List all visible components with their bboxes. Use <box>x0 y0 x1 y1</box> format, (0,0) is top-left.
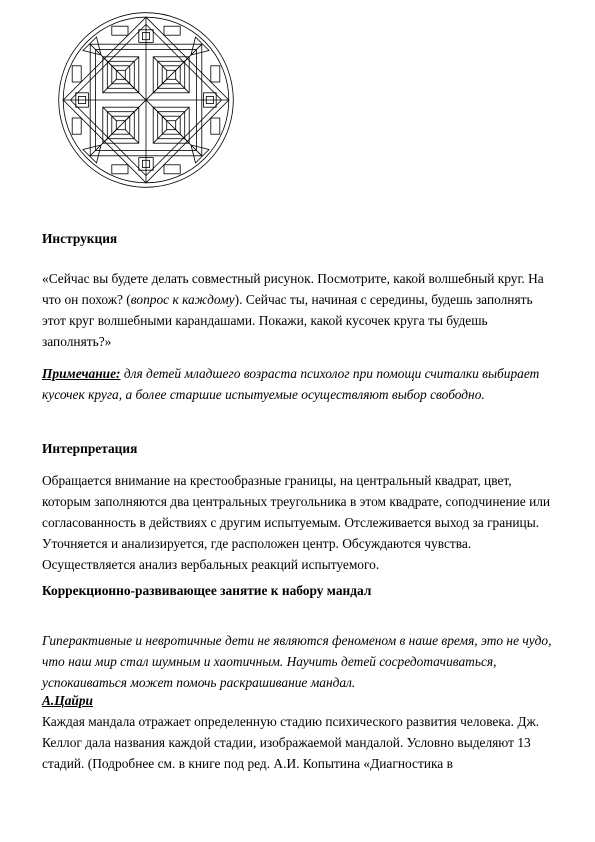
correction-text: Каждая мандала отражает определенную стадию психического развития человека. Дж. Келлог дала названия каждой стадии, изображаемой мандалой. Условно выделяют 13 стадий. (Подробнее см. в книге под ред. А.И. Копытина «Диагностика в <box>42 714 540 771</box>
epigraph-author: А.Цайри <box>42 693 93 708</box>
instruction-quote <box>42 268 552 352</box>
epigraph: Гиперактивные и невротичные дети не являются феноменом в наше время, это не чудо, что наш мир стал шумным и хаотичным. Научить детей сосредотачиваться, успокаиваться может помочь раскрашивание мандал. <box>42 633 552 690</box>
interpretation-heading: Интерпретация <box>42 441 138 456</box>
correction-heading: Коррекционно-развивающее занятие к набору мандал <box>42 583 372 598</box>
instruction-quote-part1: «Сейчас вы будете делать совместный рисунок. Посмотрите, какой волшебный круг. На что он похож? ( <box>42 271 544 307</box>
note-text: для детей младшего возраста психолог при помощи считалки выбирает кусочек круга, а более старшие испытуемые осуществляют выбор свободно. <box>42 366 540 402</box>
mandala-drawing <box>56 10 236 190</box>
instruction-heading: Инструкция <box>42 231 118 246</box>
interpretation-text: Обращается внимание на крестообразные границы, на центральный квадрат, цвет, которым заполняются два центральных треугольника в этом квадрате, соподчинение или согласованность в действиях с другим испытуемым. Отслеживается выход за границы. Уточняется и анализируется, где расположен центр. Обсуждаются чувства. Осуществляется анализ вербальных реакций испытуемого. <box>42 473 551 572</box>
instruction-quote-italic: вопрос к каждому <box>130 292 235 307</box>
instruction-note <box>42 363 552 405</box>
instruction-quote-part2: ). Сейчас ты, начиная с середины, будешь заполнять этот круг волшебными карандашами. Покажи, какой кусочек круга ты будешь заполнять?» <box>42 292 533 349</box>
note-label: Примечание: <box>42 366 121 381</box>
